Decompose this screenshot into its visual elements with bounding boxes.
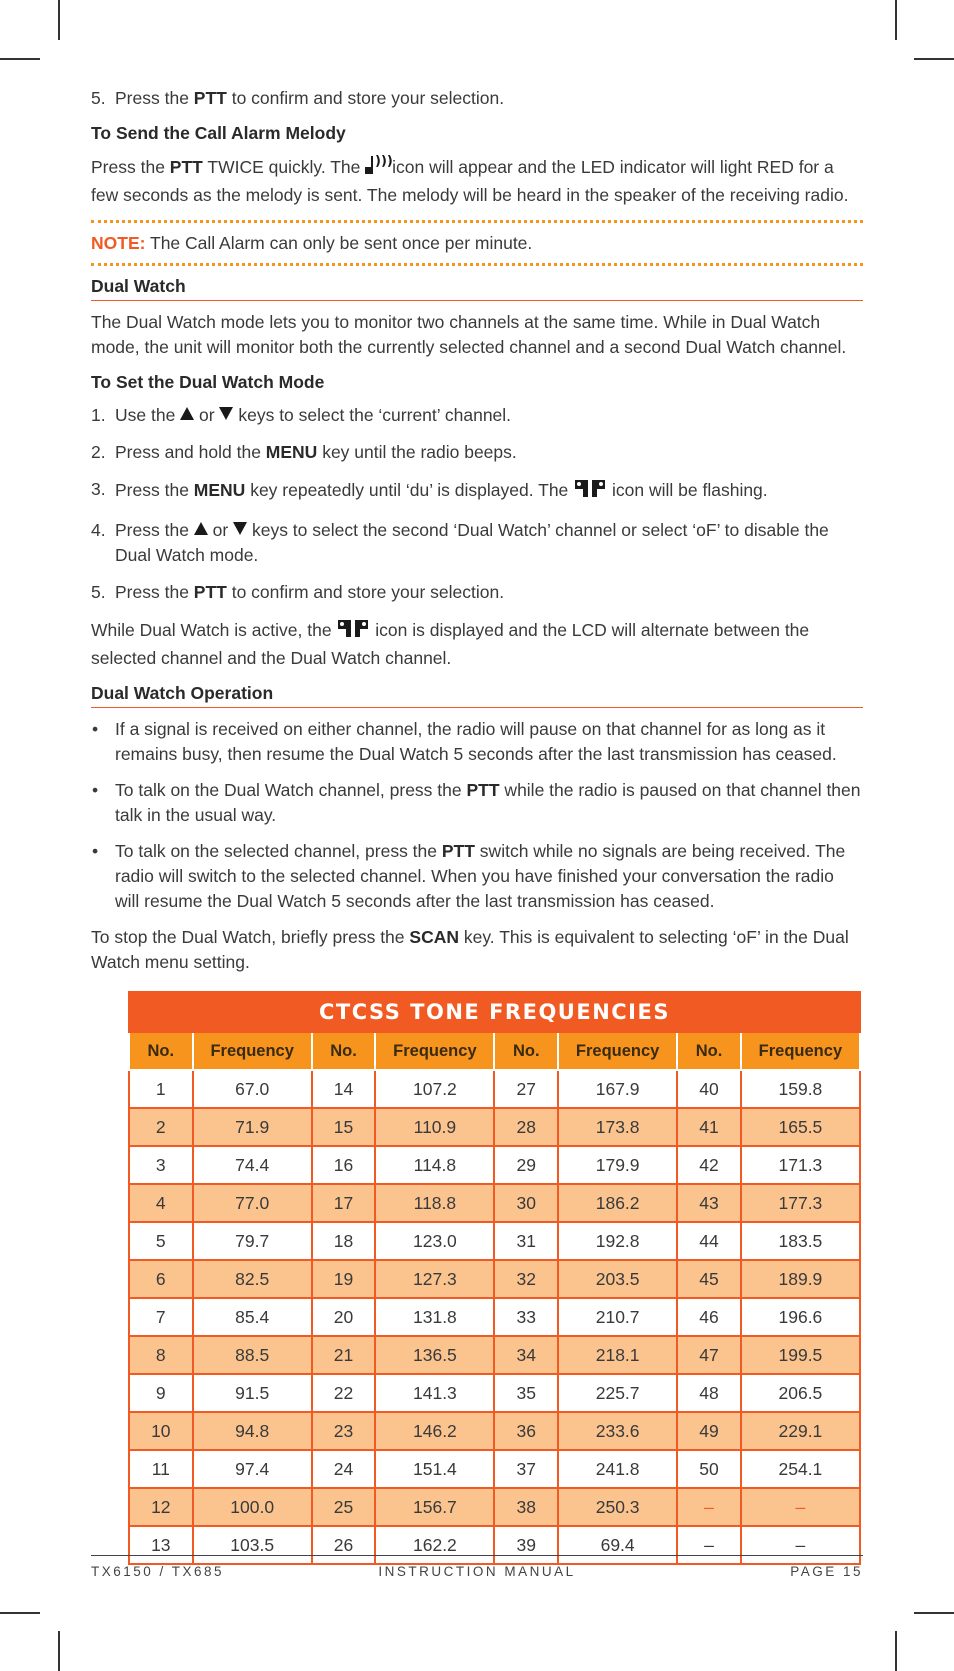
text-run: Press the <box>91 157 170 177</box>
table-cell: 21 <box>312 1336 376 1374</box>
step-text: keys to select the ‘current’ channel. <box>233 405 512 425</box>
table-cell: 30 <box>494 1184 558 1222</box>
ptt-key-label: PTT <box>193 88 227 108</box>
table-cell: 218.1 <box>558 1336 677 1374</box>
step-text: keys to select the second ‘Dual Watch’ channel or select ‘oF’ to disable the Dual Watch mode. <box>115 520 829 565</box>
dual-watch-steps <box>91 403 863 605</box>
table-cell: 45 <box>677 1260 741 1298</box>
table-cell: 229.1 <box>741 1412 860 1450</box>
table-cell: 28 <box>494 1108 558 1146</box>
bullet-text: while the radio is paused on that channel then talk in the usual way. <box>115 780 861 825</box>
table-cell: 171.3 <box>741 1146 860 1184</box>
table-cell: 24 <box>312 1450 376 1488</box>
table-cell: 225.7 <box>558 1374 677 1412</box>
table-cell: 173.8 <box>558 1108 677 1146</box>
step-item <box>91 403 863 428</box>
table-cell: 141.3 <box>375 1374 494 1412</box>
table-cell: 34 <box>494 1336 558 1374</box>
ctcss-table <box>128 991 861 1565</box>
table-row <box>129 1412 860 1450</box>
ctcss-frequency-table <box>128 1033 861 1565</box>
down-arrow-icon <box>219 407 233 420</box>
note-box <box>91 220 863 266</box>
table-title: CTCSS TONE FREQUENCIES <box>128 991 861 1033</box>
table-row <box>129 1526 860 1564</box>
step-number: 4. <box>91 520 106 540</box>
table-cell: 19 <box>312 1260 376 1298</box>
table-cell: 85.4 <box>193 1298 312 1336</box>
table-cell: 50 <box>677 1450 741 1488</box>
table-cell: 189.9 <box>741 1260 860 1298</box>
table-cell: 6 <box>129 1260 193 1298</box>
table-cell: 36 <box>494 1412 558 1450</box>
svg-text:))): ))) <box>375 154 394 169</box>
menu-key-label: MENU <box>265 442 318 462</box>
table-header-cell: No. <box>677 1033 741 1070</box>
crop-mark <box>895 0 897 40</box>
table-row <box>129 1070 860 1108</box>
table-header-row <box>129 1033 860 1070</box>
bullet-marker: • <box>92 780 99 800</box>
page-footer <box>91 1555 863 1579</box>
table-cell: 69.4 <box>558 1526 677 1564</box>
table-cell: 41 <box>677 1108 741 1146</box>
table-cell: 123.0 <box>375 1222 494 1260</box>
table-row <box>129 1488 860 1526</box>
step-number: 3. <box>91 479 106 499</box>
crop-mark <box>58 0 60 40</box>
step-text: key repeatedly until ‘du’ is displayed. The <box>245 480 574 500</box>
table-cell: 179.9 <box>558 1146 677 1184</box>
table-cell: 74.4 <box>193 1146 312 1184</box>
table-cell: 114.8 <box>375 1146 494 1184</box>
up-arrow-icon <box>194 522 208 535</box>
table-cell: 5 <box>129 1222 193 1260</box>
step-text: to confirm and store your selection. <box>226 88 505 108</box>
table-cell: 35 <box>494 1374 558 1412</box>
table-header-cell: No. <box>494 1033 558 1070</box>
step-number: 1. <box>91 405 106 425</box>
down-arrow-icon <box>233 522 247 535</box>
table-row <box>129 1146 860 1184</box>
table-header-cell: No. <box>312 1033 376 1070</box>
table-cell: 159.8 <box>741 1070 860 1108</box>
footer-model: TX6150 / TX685 <box>91 1564 225 1579</box>
table-cell: 131.8 <box>375 1298 494 1336</box>
table-body <box>129 1070 860 1564</box>
table-cell: 241.8 <box>558 1450 677 1488</box>
table-cell: 31 <box>494 1222 558 1260</box>
step-text: to confirm and store your selection. <box>226 582 505 602</box>
step-number: 2. <box>91 442 106 462</box>
text-run: icon is displayed and the LCD will alternate between the selected channel and the Dual Watch channel. <box>91 620 810 668</box>
table-cell: 91.5 <box>193 1374 312 1412</box>
step-text: Press the <box>115 582 194 602</box>
note-text: The Call Alarm can only be sent once per minute. <box>145 233 533 253</box>
table-cell: 44 <box>677 1222 741 1260</box>
footer-title: INSTRUCTION MANUAL <box>378 1564 576 1579</box>
text-run: TWICE quickly. The <box>202 157 366 177</box>
ptt-key-label: PTT <box>169 157 203 177</box>
table-cell: 39 <box>494 1526 558 1564</box>
table-header-cell: Frequency <box>558 1033 677 1070</box>
call-alarm-text <box>91 154 863 208</box>
table-cell: 37 <box>494 1450 558 1488</box>
table-cell: 103.5 <box>193 1526 312 1564</box>
step-text: Use the <box>115 405 181 425</box>
table-cell: 12 <box>129 1488 193 1526</box>
table-cell: 254.1 <box>741 1450 860 1488</box>
table-cell: 151.4 <box>375 1450 494 1488</box>
table-cell: 46 <box>677 1298 741 1336</box>
table-cell: 67.0 <box>193 1070 312 1108</box>
table-cell: 186.2 <box>558 1184 677 1222</box>
table-cell: 165.5 <box>741 1108 860 1146</box>
table-cell: 250.3 <box>558 1488 677 1526</box>
table-cell: 110.9 <box>375 1108 494 1146</box>
table-cell: 79.7 <box>193 1222 312 1260</box>
step-number: 5. <box>91 582 106 602</box>
table-cell: 23 <box>312 1412 376 1450</box>
step-text: or <box>207 520 234 540</box>
dual-watch-active-text <box>91 617 863 671</box>
table-cell: 199.5 <box>741 1336 860 1374</box>
crop-mark <box>895 1631 897 1671</box>
table-cell: 32 <box>494 1260 558 1298</box>
table-cell: 118.8 <box>375 1184 494 1222</box>
table-row <box>129 1298 860 1336</box>
table-cell: 77.0 <box>193 1184 312 1222</box>
table-cell: – <box>677 1526 741 1564</box>
bullet-marker: • <box>92 841 99 861</box>
table-header-cell: Frequency <box>741 1033 860 1070</box>
table-cell: 20 <box>312 1298 376 1336</box>
table-cell: 43 <box>677 1184 741 1222</box>
bullet-item <box>91 717 863 767</box>
table-cell: 38 <box>494 1488 558 1526</box>
table-cell: 71.9 <box>193 1108 312 1146</box>
bullet-marker: • <box>92 719 99 739</box>
ptt-key-label: PTT <box>193 582 227 602</box>
table-cell: – <box>677 1488 741 1526</box>
table-cell: 2 <box>129 1108 193 1146</box>
table-cell: 17 <box>312 1184 376 1222</box>
table-cell: 107.2 <box>375 1070 494 1108</box>
note-label: NOTE: <box>91 233 146 253</box>
step-text: Press the <box>115 480 194 500</box>
table-cell: 11 <box>129 1450 193 1488</box>
table-cell: 127.3 <box>375 1260 494 1298</box>
table-cell: 94.8 <box>193 1412 312 1450</box>
table-cell: 162.2 <box>375 1526 494 1564</box>
text-run: To stop the Dual Watch, briefly press the <box>91 927 410 947</box>
table-cell: 156.7 <box>375 1488 494 1526</box>
table-cell: 49 <box>677 1412 741 1450</box>
table-cell: 136.5 <box>375 1336 494 1374</box>
table-cell: 1 <box>129 1070 193 1108</box>
bullet-text: To talk on the selected channel, press the <box>115 841 442 861</box>
table-cell: 10 <box>129 1412 193 1450</box>
table-cell: 210.7 <box>558 1298 677 1336</box>
table-cell: 14 <box>312 1070 376 1108</box>
table-row <box>129 1450 860 1488</box>
table-cell: 13 <box>129 1526 193 1564</box>
step-list-top <box>91 86 863 111</box>
page-content <box>91 86 863 987</box>
table-cell: 88.5 <box>193 1336 312 1374</box>
ptt-key-label: PTT <box>466 780 500 800</box>
table-cell: 47 <box>677 1336 741 1374</box>
table-cell: 183.5 <box>741 1222 860 1260</box>
table-header-cell: No. <box>129 1033 193 1070</box>
step-text: or <box>194 405 220 425</box>
table-cell: 206.5 <box>741 1374 860 1412</box>
table-cell: – <box>741 1488 860 1526</box>
table-cell: 3 <box>129 1146 193 1184</box>
table-cell: 40 <box>677 1070 741 1108</box>
stop-dual-watch-text <box>91 925 863 975</box>
step-text: Press and hold the <box>115 442 266 462</box>
table-cell: 29 <box>494 1146 558 1184</box>
dual-watch-text: The Dual Watch mode lets you to monitor two channels at the same time. While in Dual Watch mode, the unit will monitor both the currently selected channel and a second Dual Watch channel. <box>91 312 847 357</box>
table-cell: 97.4 <box>193 1450 312 1488</box>
table-cell: 9 <box>129 1374 193 1412</box>
table-cell: 25 <box>312 1488 376 1526</box>
table-row <box>129 1222 860 1260</box>
table-cell: 42 <box>677 1146 741 1184</box>
table-cell: 26 <box>312 1526 376 1564</box>
table-cell: 48 <box>677 1374 741 1412</box>
text-run: While Dual Watch is active, the <box>91 620 337 640</box>
crop-mark <box>914 58 954 60</box>
table-row <box>129 1374 860 1412</box>
table-cell: 27 <box>494 1070 558 1108</box>
table-row <box>129 1336 860 1374</box>
bullet-text: To talk on the Dual Watch channel, press the <box>115 780 467 800</box>
dual-watch-heading: Dual Watch <box>91 276 863 301</box>
step-item <box>91 86 863 111</box>
crop-mark <box>0 58 40 60</box>
table-cell: 8 <box>129 1336 193 1374</box>
up-arrow-icon <box>180 407 194 420</box>
table-cell: 167.9 <box>558 1070 677 1108</box>
dual-watch-icon <box>336 617 370 646</box>
table-cell: 7 <box>129 1298 193 1336</box>
table-cell: 233.6 <box>558 1412 677 1450</box>
table-row <box>129 1184 860 1222</box>
set-dual-watch-heading: To Set the Dual Watch Mode <box>91 372 325 392</box>
step-text: Press the <box>115 88 194 108</box>
bullet-item <box>91 778 863 828</box>
step-item <box>91 440 863 465</box>
crop-mark <box>914 1612 954 1614</box>
dual-watch-operation-list <box>91 717 863 914</box>
crop-mark <box>0 1612 40 1614</box>
dual-watch-operation-heading: Dual Watch Operation <box>91 683 863 708</box>
table-cell: – <box>741 1526 860 1564</box>
crop-mark <box>58 1631 60 1671</box>
table-row <box>129 1260 860 1298</box>
table-cell: 177.3 <box>741 1184 860 1222</box>
table-cell: 196.6 <box>741 1298 860 1336</box>
bullet-text: If a signal is received on either channel, the radio will pause on that channel for as long as it remains busy, then resume the Dual Watch 5 seconds after the last transmission has ceased. <box>115 719 837 764</box>
bullet-item <box>91 839 863 914</box>
menu-key-label: MENU <box>193 480 246 500</box>
table-cell: 18 <box>312 1222 376 1260</box>
step-number: 5. <box>91 88 106 108</box>
table-cell: 203.5 <box>558 1260 677 1298</box>
text-run: key. This is equivalent to selecting ‘oF’ in the Dual Watch menu setting. <box>91 927 849 972</box>
ptt-key-label: PTT <box>441 841 475 861</box>
text-run: icon will appear and the LED indicator will light RED for a few seconds as the melody is sent. The melody will be heard in the speaker of the receiving radio. <box>91 157 849 205</box>
step-text: icon will be flashing. <box>607 480 768 500</box>
step-text: key until the radio beeps. <box>317 442 517 462</box>
bullet-text: switch while no signals are being received. The radio will switch to the selected channel. When you have finished your conversation the radio will resume the Dual Watch 5 seconds after the last transmission has ceased. <box>115 841 846 911</box>
table-cell: 22 <box>312 1374 376 1412</box>
table-cell: 16 <box>312 1146 376 1184</box>
step-text: Press the <box>115 520 194 540</box>
table-row <box>129 1108 860 1146</box>
dual-watch-icon <box>573 477 607 506</box>
table-cell: 4 <box>129 1184 193 1222</box>
step-item <box>91 518 863 568</box>
scan-key-label: SCAN <box>409 927 459 947</box>
table-cell: 192.8 <box>558 1222 677 1260</box>
step-item <box>91 477 863 506</box>
table-cell: 33 <box>494 1298 558 1336</box>
step-item <box>91 580 863 605</box>
table-header-cell: Frequency <box>193 1033 312 1070</box>
table-cell: 15 <box>312 1108 376 1146</box>
table-header-cell: Frequency <box>375 1033 494 1070</box>
call-alarm-heading: To Send the Call Alarm Melody <box>91 123 346 143</box>
footer-page-number: PAGE 15 <box>790 1564 863 1579</box>
call-alarm-icon <box>365 154 394 183</box>
table-cell: 100.0 <box>193 1488 312 1526</box>
table-cell: 146.2 <box>375 1412 494 1450</box>
table-cell: 82.5 <box>193 1260 312 1298</box>
